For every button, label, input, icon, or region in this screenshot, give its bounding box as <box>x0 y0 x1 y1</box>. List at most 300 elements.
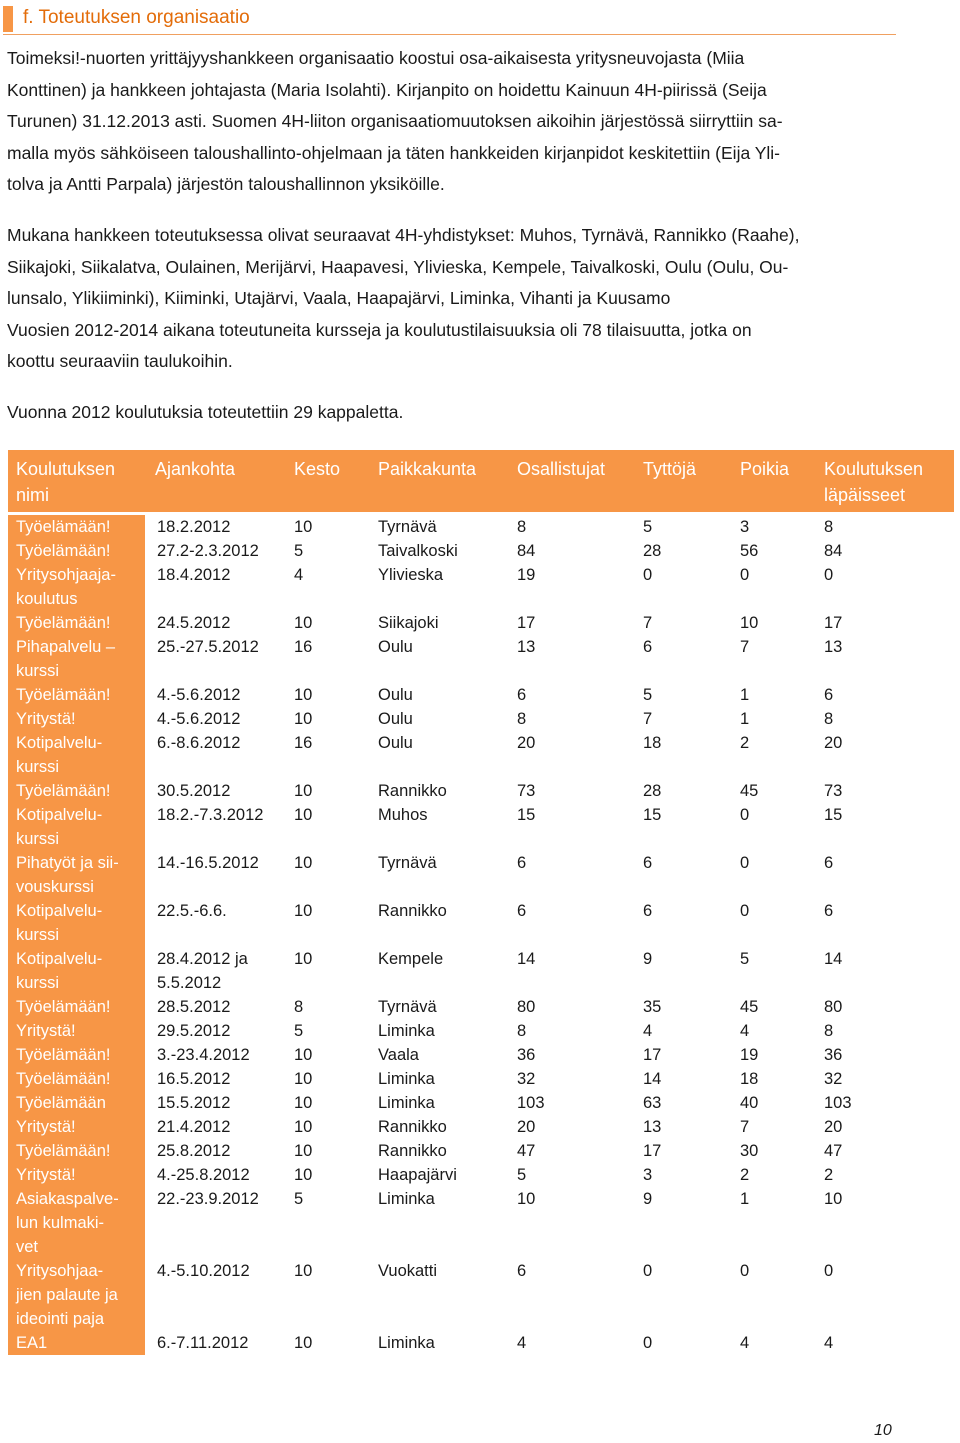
cell-location <box>370 539 509 563</box>
cell-text: 13 <box>824 638 843 656</box>
cell-training-name <box>8 1187 147 1259</box>
cell-text: 6 <box>517 902 527 920</box>
cell-girls <box>635 1259 732 1331</box>
cell-duration <box>286 683 370 707</box>
cell-text: 14.-16.5.2012 <box>157 854 259 872</box>
cell-text: 103 <box>517 1094 545 1112</box>
cell-text: 10 <box>294 1142 313 1160</box>
table-row <box>8 1187 954 1259</box>
cell-text: 25.8.2012 <box>157 1142 231 1160</box>
cell-location <box>370 611 509 635</box>
cell-text: Oulu <box>378 734 413 752</box>
cell-text: 15 <box>824 806 843 824</box>
cell-text: 80 <box>517 998 536 1016</box>
cell-duration <box>286 1187 370 1259</box>
cell-text: 6 <box>824 902 834 920</box>
cell-date <box>147 1187 286 1259</box>
table-row <box>8 707 954 731</box>
column-header-date <box>147 450 286 514</box>
cell-girls <box>635 851 732 899</box>
cell-text: 45 <box>740 782 759 800</box>
header-text: Paikkakunta <box>378 459 477 479</box>
cell-participants <box>509 1067 635 1091</box>
cell-text: 28.5.2012 <box>157 998 231 1016</box>
cell-text: 30 <box>740 1142 759 1160</box>
table-row <box>8 1163 954 1187</box>
cell-text: 5 <box>740 950 750 968</box>
cell-text: 28 <box>643 782 662 800</box>
cell-duration <box>286 563 370 611</box>
table-header-row <box>8 450 954 514</box>
cell-completed <box>816 1139 954 1163</box>
cell-date <box>147 779 286 803</box>
cell-text: 0 <box>643 566 653 584</box>
paragraph-line: tolva ja Antti Parpala) järjestön taloushallinnon yksiköille. <box>7 174 445 194</box>
cell-completed <box>816 1187 954 1259</box>
cell-date <box>147 1091 286 1115</box>
cell-text: 3.-23.4.2012 <box>157 1046 250 1064</box>
cell-date <box>147 899 286 947</box>
cell-text: 16 <box>294 734 313 752</box>
cell-boys <box>732 1331 816 1355</box>
cell-text: ideointi paja <box>16 1310 105 1328</box>
cell-text: 6 <box>824 854 834 872</box>
cell-duration <box>286 707 370 731</box>
cell-text: 10 <box>294 782 313 800</box>
cell-text: koulutus <box>16 590 78 608</box>
cell-text: 8 <box>517 710 527 728</box>
table-body <box>8 514 954 1356</box>
cell-text: Liminka <box>378 1190 435 1208</box>
cell-girls <box>635 803 732 851</box>
cell-text: Kotipalvelu- <box>16 950 103 968</box>
cell-girls <box>635 995 732 1019</box>
cell-text: 8 <box>517 518 527 536</box>
trainings-table <box>8 450 954 1355</box>
paragraph-line: Konttinen) ja hankkeen johtajasta (Maria Isolahti). Kirjanpito on hoidettu Kainuun 4H-piirissä (Seija <box>7 79 767 100</box>
cell-training-name <box>8 1259 147 1331</box>
cell-completed <box>816 1019 954 1043</box>
cell-text: 0 <box>824 566 834 584</box>
cell-training-name <box>8 1139 147 1163</box>
cell-girls <box>635 731 732 779</box>
header-text: Tyttöjä <box>643 459 697 479</box>
paragraph-summary-2012 <box>7 397 897 429</box>
cell-girls <box>635 1163 732 1187</box>
cell-date <box>147 803 286 851</box>
cell-text: Työelämään! <box>16 686 111 704</box>
cell-training-name <box>8 1043 147 1067</box>
cell-text: 5 <box>294 542 304 560</box>
cell-duration <box>286 1115 370 1139</box>
table-row <box>8 514 954 540</box>
paragraph-line: lunsalo, Ylikiiminki), Kiiminki, Utajärvi, Vaala, Haapajärvi, Liminka, Vihanti ja Kuusamo <box>7 288 671 308</box>
cell-duration <box>286 539 370 563</box>
cell-girls <box>635 1043 732 1067</box>
cell-text: 35 <box>643 998 662 1016</box>
cell-date <box>147 1115 286 1139</box>
cell-completed <box>816 539 954 563</box>
cell-text: 10 <box>824 1190 843 1208</box>
cell-text: 0 <box>824 1262 834 1280</box>
cell-duration <box>286 1163 370 1187</box>
cell-girls <box>635 611 732 635</box>
cell-boys <box>732 851 816 899</box>
cell-text: Vaala <box>378 1046 419 1064</box>
cell-text: 28.4.2012 ja <box>157 950 248 968</box>
cell-participants <box>509 539 635 563</box>
cell-text: Työelämään <box>16 1094 106 1112</box>
cell-text: 17 <box>824 614 843 632</box>
table-row <box>8 1331 954 1355</box>
cell-text: Yritystä! <box>16 710 76 728</box>
cell-girls <box>635 1187 732 1259</box>
cell-date <box>147 995 286 1019</box>
paragraph-line: Siikajoki, Siikalatva, Oulainen, Merijärvi, Haapavesi, Ylivieska, Kempele, Taivalkoski, Oulu (Oulu, Ou- <box>7 256 789 277</box>
cell-text: Työelämään! <box>16 998 111 1016</box>
cell-date <box>147 611 286 635</box>
cell-text: Yritysohjaaja- <box>16 566 116 584</box>
cell-location <box>370 683 509 707</box>
cell-text: 18 <box>740 1070 759 1088</box>
cell-text: 7 <box>740 1118 750 1136</box>
table-row <box>8 683 954 707</box>
cell-completed <box>816 1331 954 1355</box>
cell-text: 1 <box>740 686 750 704</box>
cell-text: 84 <box>824 542 843 560</box>
cell-boys <box>732 1163 816 1187</box>
cell-text: 8 <box>294 998 304 1016</box>
table-row <box>8 1091 954 1115</box>
table-row <box>8 731 954 779</box>
cell-duration <box>286 1019 370 1043</box>
cell-text: 10 <box>294 902 313 920</box>
cell-completed <box>816 1115 954 1139</box>
cell-date <box>147 1067 286 1091</box>
cell-text: 8 <box>824 710 834 728</box>
cell-text: Tyrnävä <box>378 854 437 872</box>
cell-duration <box>286 635 370 683</box>
cell-location <box>370 899 509 947</box>
cell-text: kurssi <box>16 758 60 776</box>
table-row <box>8 1259 954 1331</box>
cell-participants <box>509 611 635 635</box>
cell-text: 27.2-2.3.2012 <box>157 542 259 560</box>
cell-date <box>147 514 286 540</box>
cell-girls <box>635 563 732 611</box>
cell-text: 17 <box>643 1142 662 1160</box>
cell-text: 6 <box>643 854 653 872</box>
cell-girls <box>635 947 732 995</box>
cell-location <box>370 995 509 1019</box>
cell-text: 6 <box>517 1262 527 1280</box>
cell-text: kurssi <box>16 662 60 680</box>
cell-text: 10 <box>517 1190 536 1208</box>
cell-text: Oulu <box>378 686 413 704</box>
cell-text: 0 <box>740 902 750 920</box>
cell-text: Rannikko <box>378 1118 447 1136</box>
cell-duration <box>286 851 370 899</box>
cell-date <box>147 1043 286 1067</box>
cell-text: Työelämään! <box>16 1142 111 1160</box>
cell-text: 56 <box>740 542 759 560</box>
cell-participants <box>509 995 635 1019</box>
cell-location <box>370 514 509 540</box>
cell-text: 15 <box>643 806 662 824</box>
cell-boys <box>732 899 816 947</box>
cell-girls <box>635 1091 732 1115</box>
table-row <box>8 1139 954 1163</box>
cell-text: Rannikko <box>378 782 447 800</box>
cell-text: 17 <box>517 614 536 632</box>
cell-text: 0 <box>740 1262 750 1280</box>
cell-text: 2 <box>824 1166 834 1184</box>
cell-text: 47 <box>824 1142 843 1160</box>
cell-text: 6 <box>517 686 527 704</box>
cell-text: 6 <box>517 854 527 872</box>
paragraph-line: Vuosien 2012-2014 aikana toteutuneita kursseja ja koulutustilaisuuksia oli 78 tilaisuutta, jotka on <box>7 319 752 340</box>
cell-completed <box>816 995 954 1019</box>
cell-girls <box>635 779 732 803</box>
cell-text: 8 <box>824 518 834 536</box>
cell-text: 20 <box>824 734 843 752</box>
cell-text: 7 <box>740 638 750 656</box>
cell-boys <box>732 1187 816 1259</box>
cell-training-name <box>8 635 147 683</box>
cell-text: 4.-5.10.2012 <box>157 1262 250 1280</box>
cell-training-name <box>8 1067 147 1091</box>
cell-completed <box>816 1259 954 1331</box>
table-row <box>8 803 954 851</box>
cell-text: 40 <box>740 1094 759 1112</box>
cell-text: 10 <box>294 1334 313 1352</box>
header-text: Poikia <box>740 459 790 479</box>
cell-text: Oulu <box>378 638 413 656</box>
cell-completed <box>816 779 954 803</box>
cell-duration <box>286 947 370 995</box>
cell-text: Yritystä! <box>16 1118 76 1136</box>
cell-text: Muhos <box>378 806 428 824</box>
table-row <box>8 1067 954 1091</box>
cell-completed <box>816 514 954 540</box>
cell-boys <box>732 947 816 995</box>
cell-girls <box>635 1331 732 1355</box>
cell-text: 8 <box>824 1022 834 1040</box>
cell-date <box>147 539 286 563</box>
cell-participants <box>509 514 635 540</box>
cell-text: 10 <box>294 710 313 728</box>
cell-text: 0 <box>740 566 750 584</box>
table-row <box>8 611 954 635</box>
cell-text: Haapajärvi <box>378 1166 457 1184</box>
cell-duration <box>286 1331 370 1355</box>
cell-text: 13 <box>517 638 536 656</box>
cell-participants <box>509 707 635 731</box>
cell-participants <box>509 1043 635 1067</box>
cell-completed <box>816 1043 954 1067</box>
cell-text: 4 <box>294 566 304 584</box>
cell-training-name <box>8 995 147 1019</box>
cell-participants <box>509 731 635 779</box>
table-row <box>8 1019 954 1043</box>
cell-text: 10 <box>294 614 313 632</box>
cell-text: 7 <box>643 710 653 728</box>
cell-text: 19 <box>740 1046 759 1064</box>
cell-text: 0 <box>740 806 750 824</box>
cell-text: 32 <box>824 1070 843 1088</box>
cell-duration <box>286 803 370 851</box>
table-row <box>8 851 954 899</box>
cell-training-name <box>8 731 147 779</box>
cell-text: 8 <box>517 1022 527 1040</box>
cell-text: 16 <box>294 638 313 656</box>
paragraph-organisation <box>7 43 897 201</box>
cell-participants <box>509 1187 635 1259</box>
cell-participants <box>509 1091 635 1115</box>
cell-text: EA1 <box>16 1334 48 1352</box>
cell-completed <box>816 683 954 707</box>
table-row <box>8 635 954 683</box>
cell-boys <box>732 1091 816 1115</box>
header-text: Osallistujat <box>517 459 606 479</box>
cell-date <box>147 635 286 683</box>
cell-duration <box>286 1067 370 1091</box>
cell-date <box>147 1139 286 1163</box>
cell-participants <box>509 803 635 851</box>
cell-text: 14 <box>824 950 843 968</box>
cell-text: Yritystä! <box>16 1166 76 1184</box>
cell-boys <box>732 1067 816 1091</box>
cell-text: Työelämään! <box>16 1046 111 1064</box>
cell-text: 4 <box>517 1334 527 1352</box>
cell-text: 45 <box>740 998 759 1016</box>
cell-text: Kotipalvelu- <box>16 734 103 752</box>
cell-text: 103 <box>824 1094 852 1112</box>
cell-participants <box>509 635 635 683</box>
cell-text: 2 <box>740 734 750 752</box>
cell-text: 4.-5.6.2012 <box>157 686 241 704</box>
cell-date <box>147 731 286 779</box>
cell-text: 6.-7.11.2012 <box>157 1334 249 1352</box>
cell-girls <box>635 707 732 731</box>
cell-text: 10 <box>294 1166 313 1184</box>
cell-text: 32 <box>517 1070 536 1088</box>
cell-training-name <box>8 563 147 611</box>
cell-completed <box>816 1067 954 1091</box>
cell-text: Kotipalvelu- <box>16 806 103 824</box>
paragraph-line: koottu seuraaviin taulukoihin. <box>7 351 233 371</box>
cell-text: 5 <box>643 686 653 704</box>
cell-duration <box>286 1259 370 1331</box>
cell-text: 10 <box>294 1046 313 1064</box>
paragraph-line: Toimeksi!-nuorten yrittäjyyshankkeen organisaatio koostui osa-aikaisesta yritysneuvojasta (Miia <box>7 48 745 68</box>
cell-text: 5 <box>643 518 653 536</box>
cell-text: lun kulmaki- <box>16 1214 105 1232</box>
cell-girls <box>635 514 732 540</box>
cell-text: kurssi <box>16 830 60 848</box>
column-header-participants <box>509 450 635 514</box>
cell-boys <box>732 707 816 731</box>
cell-boys <box>732 779 816 803</box>
cell-text: Pihapalvelu – <box>16 638 116 656</box>
heading-accent-bar <box>3 6 13 32</box>
cell-training-name <box>8 539 147 563</box>
cell-text: 7 <box>643 614 653 632</box>
cell-duration <box>286 1043 370 1067</box>
cell-participants <box>509 563 635 611</box>
cell-text: Liminka <box>378 1094 435 1112</box>
cell-text: 5 <box>294 1190 304 1208</box>
cell-text: 10 <box>294 686 313 704</box>
cell-training-name <box>8 1019 147 1043</box>
cell-text: 10 <box>294 806 313 824</box>
cell-completed <box>816 1091 954 1115</box>
cell-duration <box>286 1091 370 1115</box>
cell-participants <box>509 1331 635 1355</box>
cell-text: 73 <box>824 782 843 800</box>
cell-training-name <box>8 1331 147 1355</box>
cell-text: 10 <box>740 614 759 632</box>
cell-girls <box>635 683 732 707</box>
cell-completed <box>816 947 954 995</box>
cell-text: 36 <box>517 1046 536 1064</box>
cell-boys <box>732 611 816 635</box>
cell-text: 5 <box>517 1166 527 1184</box>
cell-completed <box>816 851 954 899</box>
paragraph-line: malla myös sähköiseen taloushallinto-ohjelmaan ja täten hankkeiden kirjanpidot keskitettiin (Eija Yli- <box>7 142 781 163</box>
cell-text: Työelämään! <box>16 542 111 560</box>
cell-text: 25.-27.5.2012 <box>157 638 259 656</box>
cell-text: 18 <box>643 734 662 752</box>
table-row <box>8 563 954 611</box>
cell-training-name <box>8 899 147 947</box>
cell-text: 0 <box>740 854 750 872</box>
table-row <box>8 779 954 803</box>
cell-text: 63 <box>643 1094 662 1112</box>
cell-location <box>370 731 509 779</box>
cell-text: 80 <box>824 998 843 1016</box>
cell-text: 20 <box>517 734 536 752</box>
cell-text: 18.2.2012 <box>157 518 231 536</box>
cell-text: 14 <box>517 950 536 968</box>
header-text: nimi <box>16 485 50 505</box>
cell-text: Tyrnävä <box>378 518 437 536</box>
cell-girls <box>635 1067 732 1091</box>
cell-text: 18.4.2012 <box>157 566 231 584</box>
cell-participants <box>509 851 635 899</box>
page-number: 10 <box>874 1422 892 1439</box>
cell-text: vouskurssi <box>16 878 94 896</box>
cell-text: 10 <box>294 950 313 968</box>
cell-training-name <box>8 779 147 803</box>
cell-text: 3 <box>740 518 750 536</box>
cell-text: Liminka <box>378 1334 435 1352</box>
cell-participants <box>509 1259 635 1331</box>
cell-text: 30.5.2012 <box>157 782 231 800</box>
cell-text: Liminka <box>378 1022 435 1040</box>
cell-text: 22.5.-6.6. <box>157 902 227 920</box>
cell-text: 9 <box>643 1190 653 1208</box>
cell-text: 28 <box>643 542 662 560</box>
cell-text: 4 <box>643 1022 653 1040</box>
cell-text: 2 <box>740 1166 750 1184</box>
cell-girls <box>635 1139 732 1163</box>
cell-text: 18.2.-7.3.2012 <box>157 806 264 824</box>
cell-text: 16.5.2012 <box>157 1070 231 1088</box>
header-text: Koulutuksen <box>824 459 924 479</box>
cell-boys <box>732 683 816 707</box>
column-header-location <box>370 450 509 514</box>
